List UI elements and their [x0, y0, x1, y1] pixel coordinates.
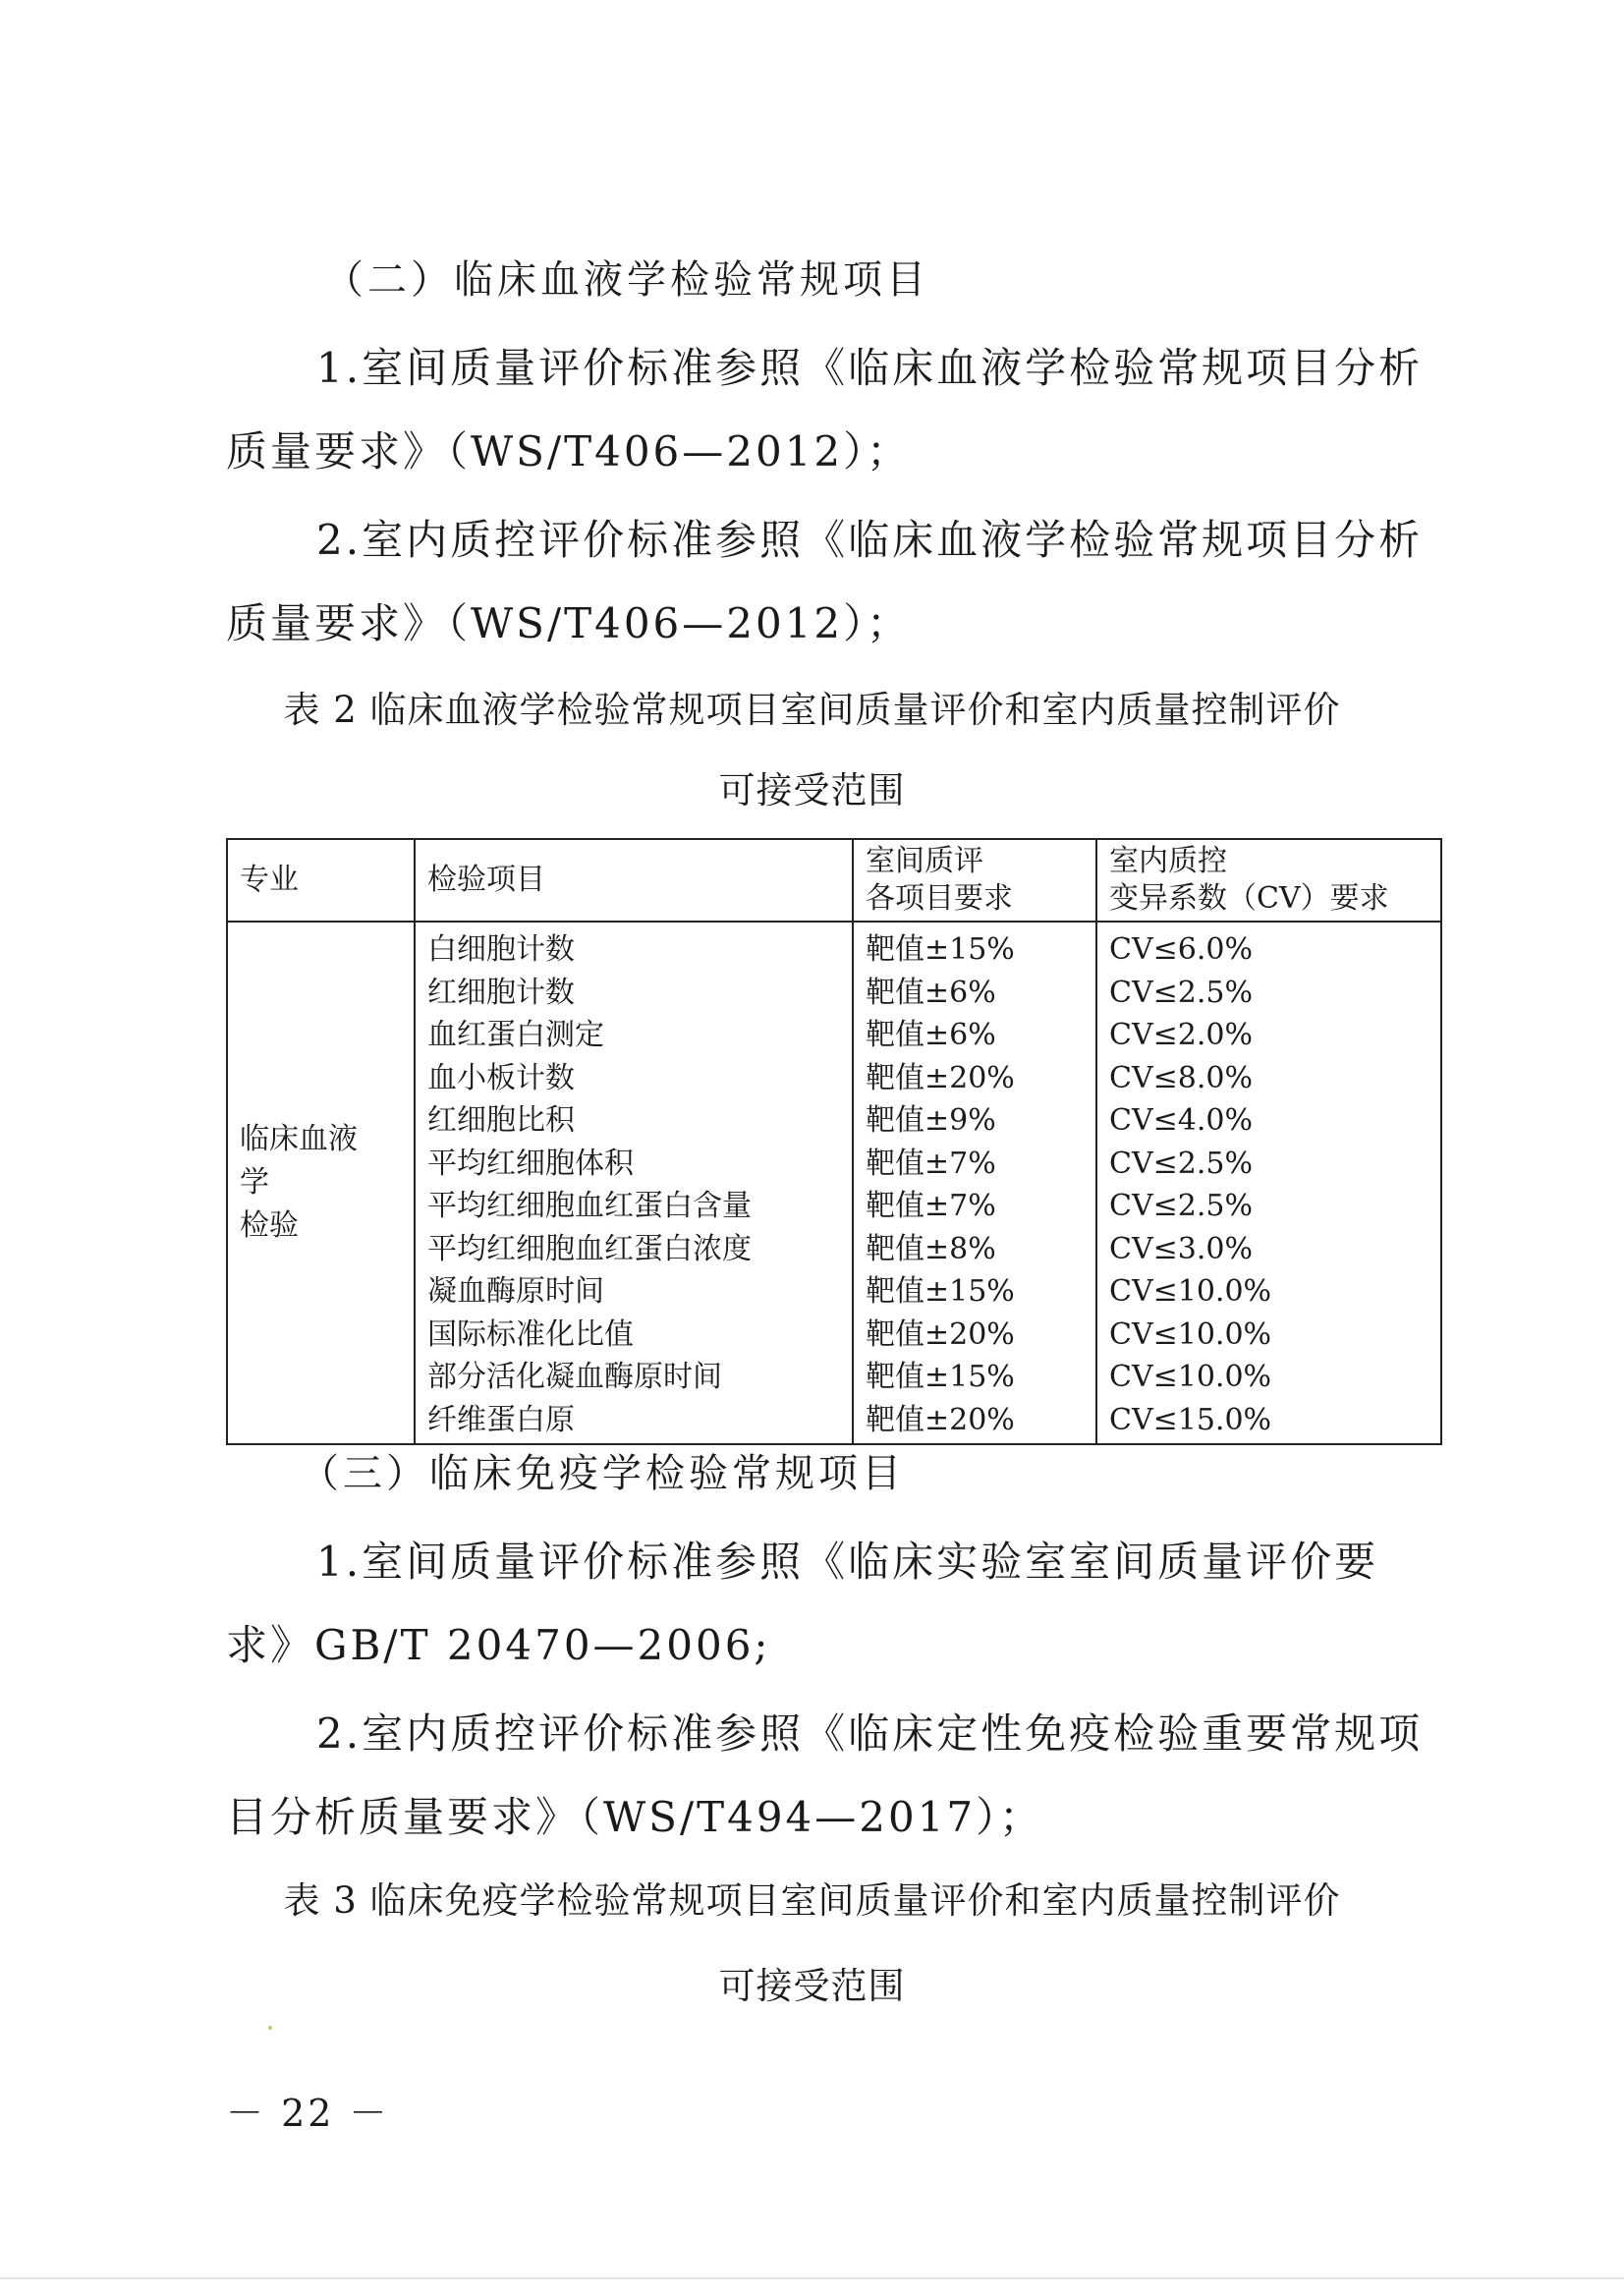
iqc-value: CV≤2.5%: [1109, 1146, 1253, 1181]
item-name: 血小板计数: [427, 1060, 575, 1095]
eqa-value: 靶值±20%: [866, 1402, 1015, 1437]
specialty-line2: 学: [240, 1165, 269, 1200]
header-specialty: 专业: [227, 839, 415, 922]
table3-caption-line1: 表 3 临床免疫学检验常规项目室间质量评价和室内质量控制评价: [283, 1879, 1341, 1922]
eqa-value: 靶值±15%: [866, 932, 1015, 967]
iqc-value: CV≤2.0%: [1109, 1018, 1253, 1052]
eqa-value: 靶值±7%: [866, 1189, 996, 1223]
section2-item2-line2: 质量要求》（WS/T406—2012）；: [226, 599, 912, 647]
iqc-value: CV≤10.0%: [1109, 1274, 1272, 1309]
item-name: 部分活化凝血酶原时间: [427, 1360, 722, 1394]
eqa-value: 靶值±20%: [866, 1316, 1015, 1352]
section2-item1-line1: 1.室间质量评价标准参照《临床血液学检验常规项目分析: [316, 344, 1424, 392]
eqa-value: 靶值±15%: [866, 1274, 1015, 1309]
items-cell: [415, 922, 853, 1444]
header-iqc-line2: 变异系数（CV）要求: [1109, 881, 1389, 916]
section3-item1-line2: 求》GB/T 20470—2006;: [226, 1621, 771, 1669]
section2-item1-line2: 质量要求》（WS/T406—2012）；: [226, 427, 912, 476]
table2-header-row: [227, 839, 1441, 922]
item-name: 平均红细胞血红蛋白含量: [427, 1189, 752, 1223]
iqc-value: CV≤4.0%: [1109, 1103, 1253, 1138]
specialty-cell: [227, 922, 415, 1444]
item-name: 白细胞计数: [427, 932, 575, 967]
iqc-value: CV≤2.5%: [1109, 975, 1253, 1010]
specialty-line3: 检验: [240, 1208, 299, 1243]
section3-heading: （三）临床免疫学检验常规项目: [300, 1451, 905, 1496]
section3-item2-line2: 目分析质量要求》（WS/T494—2017）；: [226, 1793, 1044, 1841]
iqc-value: CV≤8.0%: [1109, 1060, 1253, 1095]
iqc-value: CV≤2.5%: [1109, 1189, 1253, 1223]
section3-item1-line1: 1.室间质量评价标准参照《临床实验室室间质量评价要: [316, 1538, 1379, 1586]
iqc-value: CV≤10.0%: [1109, 1360, 1272, 1394]
header-iqc-line1: 室内质控: [1109, 844, 1227, 878]
eqa-value: 靶值±20%: [866, 1060, 1015, 1095]
item-name: 血红蛋白测定: [427, 1018, 604, 1052]
section2-heading: （二）临床血液学检验常规项目: [324, 257, 929, 303]
header-eqa: [853, 839, 1096, 922]
item-name: 红细胞计数: [427, 975, 575, 1010]
eqa-value: 靶值±7%: [866, 1146, 996, 1181]
item-name: 红细胞比积: [427, 1103, 575, 1138]
item-name: 平均红细胞血红蛋白浓度: [427, 1231, 752, 1266]
header-iqc: [1096, 839, 1441, 922]
table2: [226, 838, 1442, 1445]
header-eqa-line1: 室间质评: [866, 844, 983, 878]
header-item: 检验项目: [415, 839, 853, 922]
eqa-value: 靶值±8%: [866, 1231, 996, 1266]
table2-body-row: [227, 922, 1441, 1444]
item-name: 平均红细胞体积: [427, 1146, 634, 1181]
iqc-value: CV≤15.0%: [1109, 1402, 1272, 1437]
scan-edge-line: [0, 2277, 1624, 2279]
table2-caption-line1: 表 2 临床血液学检验常规项目室间质量评价和室内质量控制评价: [283, 689, 1341, 731]
scan-speck: [268, 2026, 272, 2030]
iqc-value: CV≤10.0%: [1109, 1316, 1272, 1352]
eqa-cell: [853, 922, 1096, 1444]
section2-item2-line1: 2.室内质控评价标准参照《临床血液学检验常规项目分析: [316, 516, 1424, 564]
iqc-cell: [1096, 922, 1441, 1444]
section3-item2-line1: 2.室内质控评价标准参照《临床定性免疫检验重要常规项: [316, 1709, 1424, 1758]
eqa-value: 靶值±6%: [866, 1018, 996, 1052]
item-name: 国际标准化比值: [427, 1316, 634, 1352]
page-number: － 22 －: [226, 2092, 390, 2135]
eqa-value: 靶值±9%: [866, 1103, 996, 1138]
iqc-value: CV≤3.0%: [1109, 1231, 1253, 1266]
table2-caption-line2: 可接受范围: [718, 769, 906, 812]
eqa-value: 靶值±6%: [866, 975, 996, 1010]
specialty-line1: 临床血液: [240, 1122, 358, 1156]
iqc-value: CV≤6.0%: [1109, 932, 1253, 967]
table3-caption-line2: 可接受范围: [718, 1965, 906, 2007]
item-name: 凝血酶原时间: [427, 1274, 604, 1309]
eqa-value: 靶值±15%: [866, 1360, 1015, 1394]
header-eqa-line2: 各项目要求: [866, 881, 1013, 916]
item-name: 纤维蛋白原: [427, 1402, 575, 1437]
